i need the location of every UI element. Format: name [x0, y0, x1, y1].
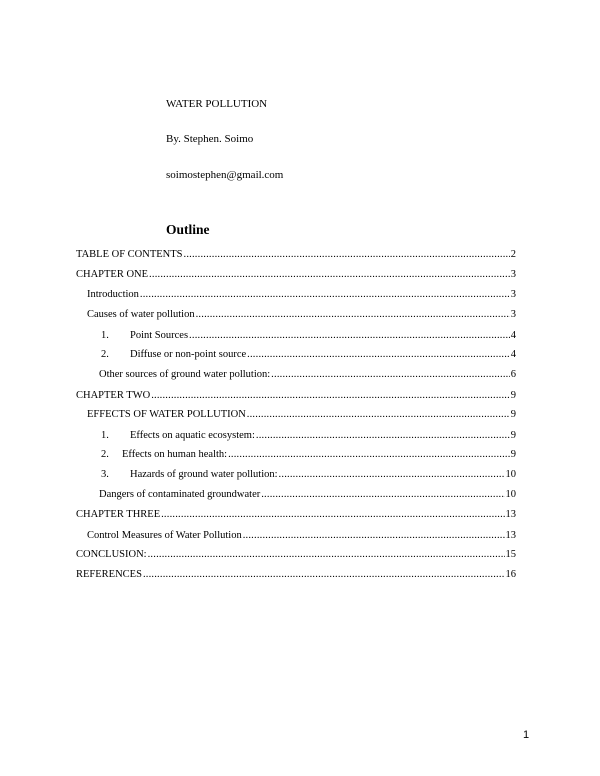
toc-entry-label: Causes of water pollution: [87, 309, 195, 320]
toc-entry-label: Introduction: [87, 289, 139, 300]
toc-entry-page: 13: [505, 530, 516, 541]
toc-entry-page: 3: [510, 269, 516, 280]
toc-entry-label: Effects on aquatic ecosystem:: [130, 430, 255, 441]
toc-dot-leader: [261, 488, 504, 501]
toc-entry-page: 9: [510, 430, 516, 441]
toc-entry-page: 13: [505, 509, 516, 520]
toc-entry-page: 15: [505, 549, 516, 560]
toc-dot-leader: [184, 248, 510, 261]
toc-entry-page: 4: [510, 330, 516, 341]
toc-entry-label: Effects on human health:: [122, 449, 228, 460]
toc-entry[interactable]: [99, 368, 516, 381]
toc-entry[interactable]: [76, 268, 516, 281]
toc-dot-leader: [143, 568, 505, 581]
toc-dot-leader: [247, 408, 510, 421]
toc-entry-page: 3: [510, 309, 516, 320]
toc-dot-leader: [271, 368, 510, 381]
toc-entry-label: CHAPTER TWO: [76, 390, 151, 401]
toc-entry-page: 9: [510, 390, 516, 401]
toc-dot-leader: [161, 508, 504, 521]
toc-dot-leader: [149, 268, 510, 281]
toc-dot-leader: [228, 448, 510, 461]
toc-entry-label: EFFECTS OF WATER POLLUTION: [87, 409, 246, 420]
toc-entry-number: 1.: [101, 430, 109, 441]
toc-dot-leader: [243, 529, 505, 542]
toc-entry[interactable]: [76, 389, 516, 402]
toc-dot-leader: [140, 288, 510, 301]
toc-entry-page: 10: [505, 489, 516, 500]
author-email: soimostephen@gmail.com: [166, 169, 284, 181]
toc-dot-leader: [196, 308, 510, 321]
toc-entry-page: 10: [505, 469, 516, 480]
toc-entry[interactable]: [101, 468, 516, 481]
toc-entry-label: Dangers of contaminated groundwater: [99, 489, 261, 500]
toc-entry-label: Point Sources: [130, 330, 189, 341]
toc-dot-leader: [148, 548, 505, 561]
toc-entry-number: 2.: [101, 349, 109, 360]
toc-entry-page: 9: [510, 409, 516, 420]
toc-entry-number: 3.: [101, 469, 109, 480]
toc-entry-page: 6: [510, 369, 516, 380]
toc-dot-leader: [256, 429, 510, 442]
toc-entry[interactable]: [87, 408, 516, 421]
toc-dot-leader: [247, 348, 510, 361]
toc-entry-page: 2: [510, 249, 516, 260]
toc-entry-label: Hazards of ground water pollution:: [130, 469, 278, 480]
toc-entry[interactable]: [76, 548, 516, 561]
toc-entry-label: REFERENCES: [76, 569, 142, 580]
toc-entry-page: 16: [505, 569, 516, 580]
toc-entry[interactable]: [101, 429, 516, 442]
toc-entry[interactable]: [87, 529, 516, 542]
toc-entry-label: CHAPTER THREE: [76, 509, 161, 520]
page-number: 1: [523, 729, 530, 741]
toc-entry[interactable]: [101, 329, 516, 342]
toc-dot-leader: [189, 329, 510, 342]
toc-entry-label: Diffuse or non-point source: [130, 349, 247, 360]
toc-entry-label: Other sources of ground water pollution:: [99, 369, 271, 380]
toc-dot-leader: [279, 468, 505, 481]
toc-entry-number: 2.: [101, 449, 109, 460]
toc-entry[interactable]: [99, 488, 516, 501]
toc-entry-label: CHAPTER ONE: [76, 269, 149, 280]
toc-entry-label: Control Measures of Water Pollution: [87, 530, 242, 541]
toc-dot-leader: [151, 389, 510, 402]
toc-entry-number: 1.: [101, 330, 109, 341]
toc-entry-label: TABLE OF CONTENTS: [76, 249, 183, 260]
toc-entry-page: 4: [510, 349, 516, 360]
document-title: WATER POLLUTION: [166, 98, 268, 110]
toc-entry[interactable]: [101, 448, 516, 461]
toc-entry[interactable]: [76, 568, 516, 581]
toc-entry[interactable]: [101, 348, 516, 361]
toc-entry[interactable]: [87, 308, 516, 321]
toc-entry[interactable]: [76, 248, 516, 261]
toc-entry-page: 3: [510, 289, 516, 300]
toc-entry-page: 9: [510, 449, 516, 460]
outline-heading: Outline: [166, 222, 210, 237]
document-author: By. Stephen. Soimo: [166, 133, 254, 145]
toc-entry[interactable]: [87, 288, 516, 301]
toc-entry-label: CONCLUSION:: [76, 549, 147, 560]
toc-entry[interactable]: [76, 508, 516, 521]
